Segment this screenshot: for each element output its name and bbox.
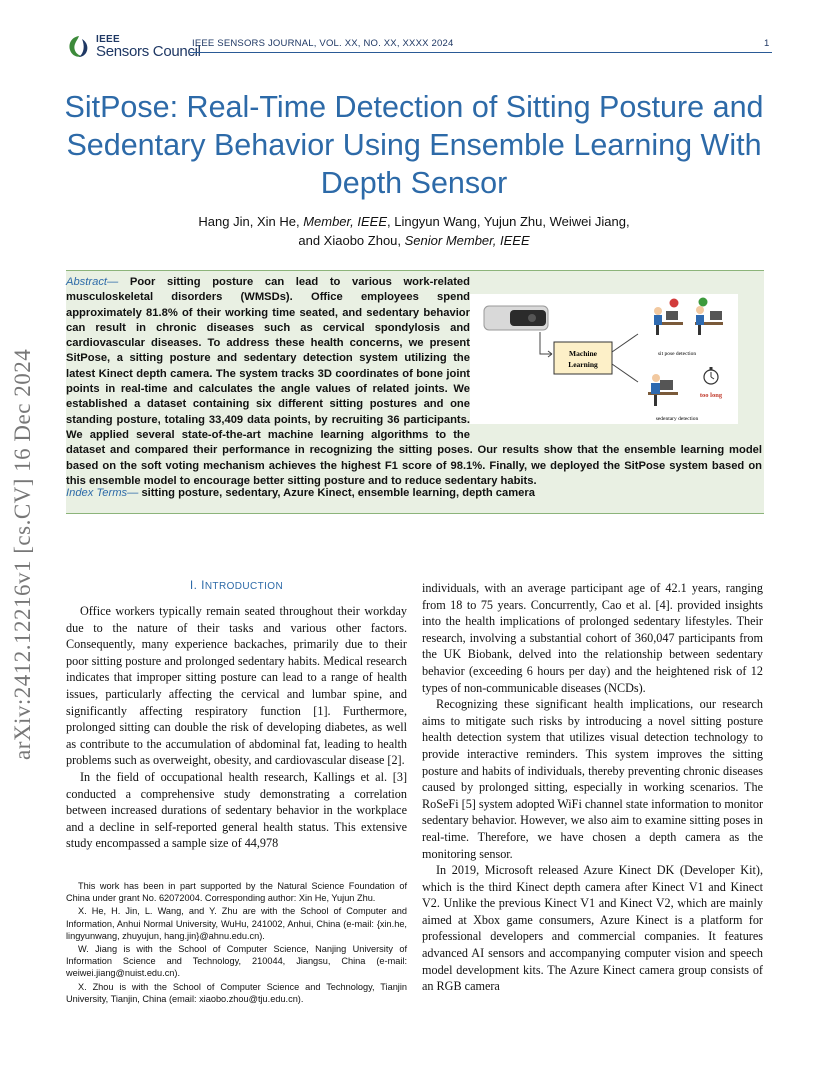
ml-label-1: Machine — [569, 349, 597, 358]
index-terms-label: Index Terms— — [66, 487, 139, 499]
footnotes — [66, 880, 407, 1006]
sedentary-label: sedentary detection — [655, 416, 699, 422]
too-long-label: too long — [699, 392, 723, 399]
person-at-desk-icon — [648, 374, 678, 406]
kinect-camera-icon — [484, 306, 548, 330]
authors-line2-a: and Xiaobo Zhou, — [298, 233, 405, 248]
paragraph: In 2019, Microsoft released Azure Kinect DK (Developer Kit), which is the third Kinect depth camera after Kinect V1 and Kinect V2. Unlike the previous Kinect V1 and Kinect V2, which are mainly aimed at Xbox game consumers, Azure Kinect is a platform for professional developers and commercial companies. It features advanced AI sensors and accompanying computer vision and speech model development kits. The Azure Kinect camera group consists of an RGB camera — [422, 863, 763, 994]
check-sign-icon — [699, 298, 708, 307]
left-column — [66, 603, 407, 852]
section-title-first: I — [201, 578, 205, 592]
ml-label-2: Learning — [568, 360, 598, 369]
section-heading-introduction — [66, 578, 407, 592]
paragraph: individuals, with an average participant age of 42.1 years, ranging from 18 to 75 years. Concurrently, Cao et al. [4]. provided insights into the health implications of prolonged sedentary lifestyles. Their research, involving a substantial cohort of 360,047 participants from the UK Biobank, delved into the relationship between sedentary behavior (exceeding 6 hours per day) and the heightened risk of 12 types of non-communicable diseases (NCDs). — [422, 581, 763, 695]
section-title-rest: NTRODUCTION — [204, 581, 284, 592]
paper-title: SitPose: Real-Time Detection of Sitting Posture and Sedentary Behavior Using Ensemble Learning With Depth Sensor — [64, 90, 764, 200]
logo-ieee-text: IEEE — [96, 34, 120, 45]
abstract-label: Abstract— — [66, 276, 119, 288]
authors-line1-c: , Lingyun Wang, Yujun Zhu, Weiwei Jiang, — [387, 214, 630, 229]
page-number: 1 — [764, 38, 770, 49]
abstract-body: Poor sitting posture can lead to various work-related musculoskeletal disorders (WMSDs). Office employees spend approximately 81.8% of their working time seated, and sedentary behavior can result in chronic diseases such as cervical spondylosis and cardiovascular diseases. To address these health concerns, we present SitPose, a sitting posture and sedentary detection system utilizing the latest Kinect depth camera. The system tracks 3D coordinates of bone joint points in real-time and calculates the angle values of related joints. We established a dataset containing six different sitting postures and one standing posture, totaling 33,409 data points, by recruiting 36 participants. We applied several state-of-the-art machine learning algorithms to the dataset and compared their performance in recognizing the sitting poses. Our results show that the ensemble learning model based on the soft voting mechanism achieves the highest F1 score of 98.1%. Finally, we deployed the SitPose system based on this ensemble model to encourage better sitting posture and to reduce sedentary habits. — [66, 276, 762, 487]
footnote: This work has been in part supported by the Natural Science Foundation of China under grant No. 62072004. Corresponding author: Xin He, Yujun Zhu. — [66, 881, 407, 904]
authors-line1-b: Member, IEEE — [303, 214, 387, 229]
ieee-logo-icon — [66, 34, 92, 60]
footnote: X. Zhou is with the School of Computer Science and Technology, Tianjin University, Tianjin, China (email: xiaobo.zhou@tju.edu.cn). — [66, 981, 407, 1004]
section-number: I. — [189, 578, 202, 592]
logo-council-text: Sensors Council — [96, 43, 201, 60]
stop-sign-icon — [670, 299, 679, 308]
stopwatch-icon — [704, 367, 718, 384]
paragraph: Recognizing these significant health implications, our research aims to mitigate such risks by introducing a novel sitting posture health detection system that utilizes visual detection technology to provide interactive reminders. This system improves the sitting posture and habits of individuals, thereby preventing chronic diseases caused by prolonged sitting, especially in working scenarios. The RoSeFi [5] system adopted WiFi channel state information to monitor sedentary behavior. However, we also aim to examine sitting poses in real-time. Therefore, we have chosen a depth camera as the monitoring sensor. — [422, 697, 763, 861]
sit-pose-label: sit pose detection — [657, 351, 697, 357]
paragraph: Office workers typically remain seated throughout their workday due to the nature of their tasks and various other factors. Consequently, many experience backaches, primarily due to their poor sitting posture and prolonged sedentary habits. Medical research indicates that improper sitting posture can lead to a range of health issues, particularly affecting the cervical and lumbar spine, and significantly affecting respiratory function [1]. Furthermore, prolonged sitting can double the risk of developing diabetes, as well as contribute to the accumulation of abdominal fat, leading to health problems such as overweight, obesity, and cardiovascular disease [2]. — [66, 604, 407, 768]
arxiv-stamp: arXiv:2412.12216v1 [cs.CV] 16 Dec 2024 — [10, 348, 35, 760]
person-at-desk-icon — [695, 306, 723, 335]
footnote: W. Jiang is with the School of Computer Science, Nanjing University of Information Science and Technology, 210044, Jiangsu, China (e-mail: weiwei.jiang@nuist.edu.cn). — [66, 944, 407, 979]
authors-line1-a: Hang Jin, Xin He, — [198, 214, 304, 229]
right-column — [422, 580, 763, 995]
index-terms — [66, 487, 535, 499]
graphical-abstract-figure — [470, 294, 738, 424]
paragraph: In the field of occupational health research, Kallings et al. [3] conducted a comprehensive study demonstrating a correlation between increased durations of sedentary behavior in the workplace and a decline in self-reported general health status. This extensive study encompassed a sample size of 44,978 — [66, 769, 407, 851]
authors-line2-b: Senior Member, IEEE — [404, 233, 530, 248]
footnote: X. He, H. Jin, L. Wang, and Y. Zhu are with the School of Computer and Information, Anhui Normal University, WuHu, 241002, Anhui, China (e-mail: {xin.he, lingyunwang, zhuyujun, hang.jin}@ahnu.edu.cn). — [66, 906, 407, 941]
journal-header: IEEE SENSORS JOURNAL, VOL. XX, NO. XX, XXXX 2024 — [192, 38, 454, 49]
header-rule — [190, 52, 772, 53]
author-list — [60, 212, 768, 250]
index-terms-body: sitting posture, sedentary, Azure Kinect, ensemble learning, depth camera — [138, 487, 535, 499]
ieee-sensors-council-logo — [66, 33, 201, 61]
person-at-desk-icon — [654, 307, 683, 335]
